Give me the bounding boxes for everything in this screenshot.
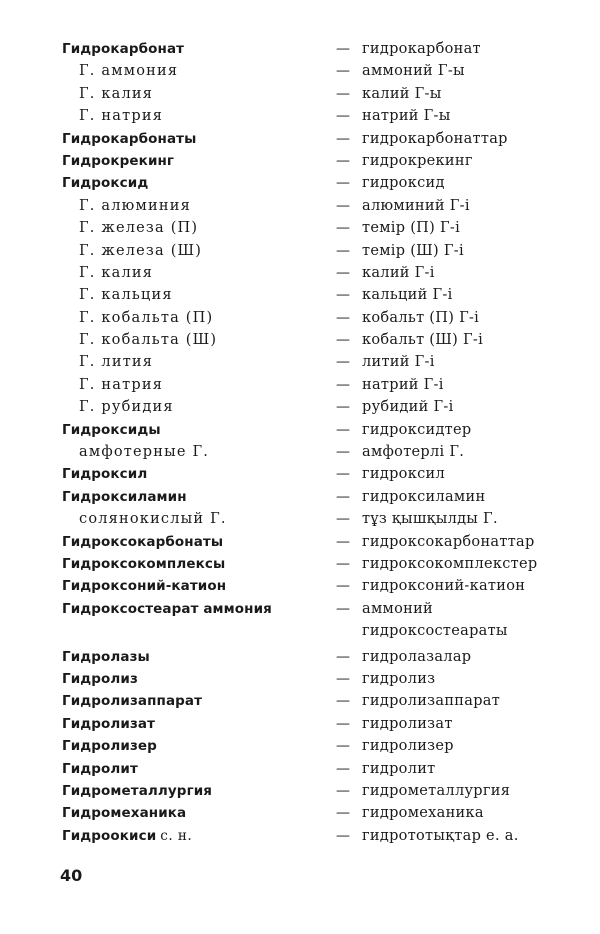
page-number: 40 (60, 866, 83, 885)
subentry-term (79, 396, 174, 418)
translation: литий Г-і (362, 354, 435, 371)
term-text: Г. натрия (79, 108, 164, 125)
dictionary-entry (0, 598, 600, 620)
dictionary-entry (0, 240, 600, 262)
dictionary-entry (0, 38, 600, 60)
translation: алюминий Г-і (362, 197, 470, 214)
dictionary-entry (0, 531, 600, 553)
translation: гидроксид (362, 175, 445, 192)
headword (62, 172, 148, 194)
translation: гидролазалар (362, 648, 472, 665)
term-text: Г. рубидия (79, 399, 174, 416)
entry-dash: — (336, 693, 350, 710)
translation: гидрокрекинг (362, 152, 473, 169)
subentry-term (79, 262, 153, 284)
entry-dash: — (336, 488, 350, 505)
entry-dash: — (336, 332, 350, 349)
entry-dash: — (336, 399, 350, 416)
dictionary-entry (0, 825, 600, 847)
translation: кобальт (П) Г-і (362, 309, 480, 326)
subentry-term (79, 374, 163, 396)
translation: гидроксил (362, 466, 445, 483)
term-text: Гидроксиламин (62, 488, 187, 505)
dictionary-entry (0, 758, 600, 780)
term-text: Г. железа (Ш) (79, 242, 203, 259)
entry-dash: — (336, 354, 350, 371)
entry-dash: — (336, 648, 350, 665)
headword (62, 646, 150, 668)
entry-list (0, 38, 600, 847)
entry-dash: — (336, 738, 350, 755)
translation: калий Г-ы (362, 85, 442, 102)
translation: темір (Ш) Г-і (362, 242, 464, 259)
headword (62, 690, 202, 712)
dictionary-entry (0, 575, 600, 597)
subentry-term (79, 329, 217, 351)
term-text: Г. калия (79, 85, 154, 102)
term-text: Гидрокарбонаты (62, 130, 197, 147)
translation: гидрометаллургия (362, 782, 511, 799)
dictionary-entry (0, 396, 600, 418)
entry-dash: — (336, 264, 350, 281)
subentry-term (79, 307, 213, 329)
subentry-term (79, 240, 202, 262)
term-text: солянокислый Г. (79, 511, 227, 528)
headword (62, 780, 212, 802)
term-text: Г. натрия (79, 376, 164, 393)
entry-dash: — (336, 220, 350, 237)
entry-dash: — (336, 782, 350, 799)
translation: гидроксокомплекстер (362, 555, 538, 572)
term-text: Гидроксокомплексы (62, 555, 226, 572)
translation: гидролиз (362, 670, 436, 687)
dictionary-entry (0, 735, 600, 757)
term-text: Гидроксоний-катион (62, 578, 227, 595)
entry-dash: — (336, 466, 350, 483)
translation: натрий Г-і (362, 376, 444, 393)
grammar-abbreviation: с. н. (160, 827, 193, 844)
translation: тұз қышқылды Г. (362, 511, 498, 528)
translation: гидроксокарбонаттар (362, 533, 535, 550)
dictionary-entry (0, 307, 600, 329)
term-text: Гидрометаллургия (62, 782, 213, 799)
term-text: Г. кальция (79, 287, 173, 304)
entry-dash: — (336, 600, 350, 617)
translation: гидролит (362, 760, 436, 777)
translation: аммоний Г-ы (362, 63, 465, 80)
entry-dash: — (336, 444, 350, 461)
entry-dash: — (336, 578, 350, 595)
dictionary-entry (0, 150, 600, 172)
term-text: Гидроксиды (62, 421, 161, 438)
translation: кобальт (Ш) Г-і (362, 332, 484, 349)
headword (62, 38, 184, 60)
headword (62, 463, 147, 485)
entry-dash: — (336, 760, 350, 777)
translation: гидрокарбонат (362, 41, 481, 57)
translation: кальций Г-і (362, 287, 453, 304)
term-text: Гидроксид (62, 175, 149, 192)
headword (62, 575, 226, 597)
term-text: Гидрокрекинг (62, 152, 175, 169)
dictionary-entry (0, 620, 600, 642)
headword (62, 598, 272, 620)
translation: гидроксоний-катион (362, 578, 526, 595)
term-text: Гидромеханика (62, 805, 187, 822)
dictionary-entry (0, 60, 600, 82)
subentry-term (79, 217, 198, 239)
entry-dash: — (336, 287, 350, 304)
dictionary-entry (0, 284, 600, 306)
headword (62, 150, 174, 172)
translation: гидрокарбонаттар (362, 130, 508, 147)
headword (62, 735, 157, 757)
term-text: Г. лития (79, 354, 154, 371)
headword (62, 802, 186, 824)
term-text: Гидроксил (62, 466, 148, 483)
dictionary-entry (0, 463, 600, 485)
dictionary-entry (0, 83, 600, 105)
headword (62, 758, 138, 780)
term-text: Гидролит (62, 760, 138, 777)
dictionary-entry (0, 780, 600, 802)
dictionary-entry (0, 195, 600, 217)
subentry-term (79, 351, 153, 373)
entry-dash: — (336, 130, 350, 147)
dictionary-entry (0, 262, 600, 284)
entry-dash: — (336, 197, 350, 214)
dictionary-entry (0, 553, 600, 575)
term-text: Гидролиз (62, 670, 138, 687)
entry-dash: — (336, 805, 350, 822)
entry-dash: — (336, 533, 350, 550)
translation: гидромеханика (362, 805, 484, 822)
translation: темір (П) Г-і (362, 220, 461, 237)
subentry-term (79, 441, 209, 463)
dictionary-entry (0, 128, 600, 150)
headword (62, 553, 225, 575)
term-text: Гидрокарбонат (62, 41, 185, 57)
entry-dash: — (336, 41, 350, 57)
entry-dash: — (336, 715, 350, 732)
headword (62, 668, 138, 690)
term-text: Г. кобальта (П) (79, 309, 214, 326)
entry-dash: — (336, 511, 350, 528)
translation: гидролизер (362, 738, 454, 755)
dictionary-entry (0, 441, 600, 463)
headword (62, 713, 155, 735)
entry-dash: — (336, 827, 350, 844)
translation: гидрототықтар е. а. (362, 827, 519, 844)
entry-dash: — (336, 421, 350, 438)
term-text: Гидролизаппарат (62, 693, 203, 710)
term-text: амфотерные Г. (79, 444, 210, 461)
dictionary-entry (0, 105, 600, 127)
dictionary-entry (0, 486, 600, 508)
entry-dash: — (336, 555, 350, 572)
subentry-term (79, 195, 191, 217)
term-text: Гидролазы (62, 648, 150, 665)
dictionary-entry (0, 374, 600, 396)
subentry-term (79, 284, 173, 306)
dictionary-entry (0, 690, 600, 712)
subentry-term (79, 83, 153, 105)
term-text: Гидролизер (62, 738, 157, 755)
subentry-term (79, 105, 163, 127)
term-text: Гидроксостеарат аммония (62, 600, 272, 617)
translation: аммоний (362, 600, 434, 617)
dictionary-entry (0, 217, 600, 239)
subentry-term (79, 60, 178, 82)
dictionary-entry (0, 172, 600, 194)
dictionary-entry (0, 329, 600, 351)
term-text: Г. железа (П) (79, 220, 199, 237)
entry-dash: — (336, 242, 350, 259)
dictionary-entry (0, 419, 600, 441)
subentry-term (79, 508, 227, 530)
translation: гидроксостеараты (362, 623, 508, 640)
entry-dash: — (336, 376, 350, 393)
term-text: Г. кобальта (Ш) (79, 332, 218, 349)
term-text: Гидроокиси (62, 827, 157, 844)
translation: гидроксиламин (362, 488, 486, 505)
term-text: Г. алюминия (79, 197, 191, 214)
term-text: Гидроксокарбонаты (62, 533, 224, 550)
dictionary-entry (0, 646, 600, 668)
translation: гидролизат (362, 715, 453, 732)
dictionary-entry (0, 802, 600, 824)
translation: натрий Г-ы (362, 108, 451, 125)
headword (62, 128, 196, 150)
dictionary-entry (0, 351, 600, 373)
term-text: Гидролизат (62, 715, 156, 732)
entry-dash: — (336, 152, 350, 169)
term-text: Г. калия (79, 264, 154, 281)
dictionary-entry (0, 668, 600, 690)
entry-dash: — (336, 108, 350, 125)
entry-dash: — (336, 670, 350, 687)
headword (62, 486, 187, 508)
headword (62, 531, 223, 553)
headword (62, 825, 192, 847)
entry-dash: — (336, 309, 350, 326)
translation: гидроксидтер (362, 421, 472, 438)
translation: рубидий Г-і (362, 399, 454, 416)
entry-dash: — (336, 63, 350, 80)
dictionary-entry (0, 508, 600, 530)
translation: гидролизаппарат (362, 693, 501, 710)
term-text: Г. аммония (79, 63, 179, 80)
headword (62, 419, 161, 441)
dictionary-entry (0, 713, 600, 735)
translation: амфотерлі Г. (362, 444, 465, 461)
entry-dash: — (336, 175, 350, 192)
translation: калий Г-і (362, 264, 435, 281)
entry-dash: — (336, 85, 350, 102)
